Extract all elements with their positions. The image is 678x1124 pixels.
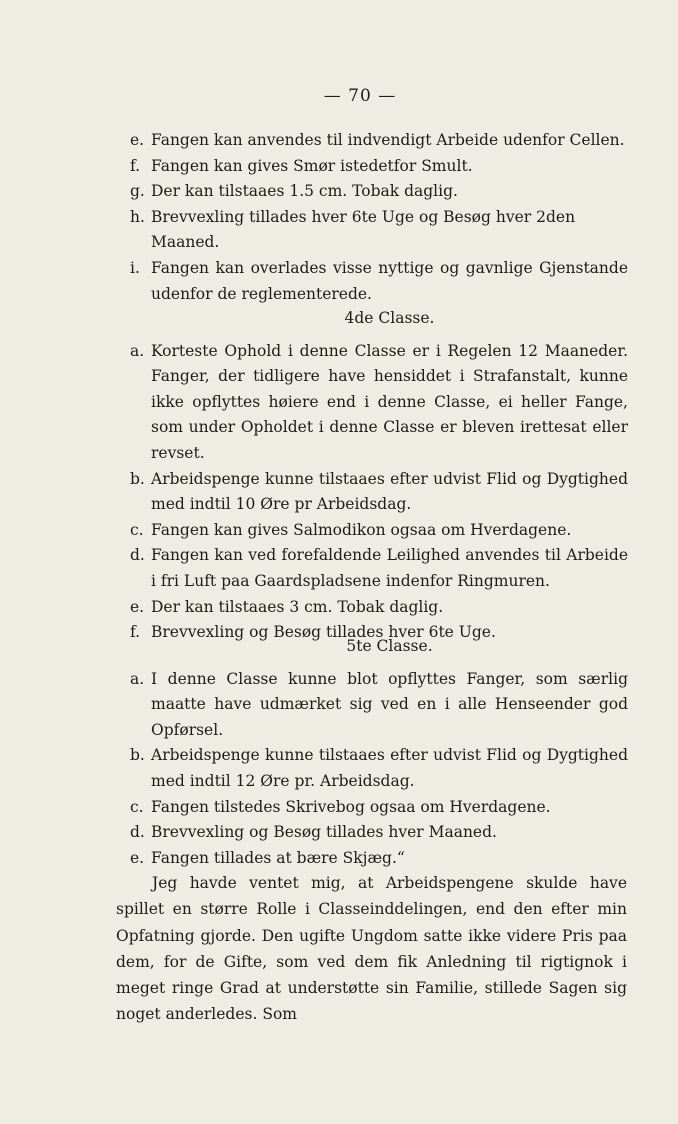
rule-text: Fangen tilstedes Skrivebog ogsaa om Hverdagene. (151, 797, 551, 816)
rule-text: Korteste Ophold i denne Classe er i Regelen 12 Maaneder. Fanger, der tidligere have hensiddet i Strafanstalt, kunne ikke opflyttes høiere end i denne Classe, ei heller Fange, som under Opholdet i denne Classe er bleven irettesat eller revset. (151, 341, 628, 462)
rule-text: Fangen kan anvendes til indvendigt Arbeide udenfor Cellen. (151, 131, 625, 149)
rule-text: Fangen kan ved forefaldende Leilighed anvendes til Arbeide i fri Luft paa Gaardspladsene indenfor Ringmuren. (151, 546, 628, 590)
page-number: — 70 — (323, 86, 397, 106)
rule-item (130, 846, 628, 872)
rule-label: e. (130, 848, 145, 867)
rule-label: e. (130, 597, 145, 616)
rule-text: Brevvexling og Besøg tillades hver 6te Uge. (151, 623, 496, 642)
rule-item (130, 667, 628, 744)
rule-item (130, 467, 628, 518)
rule-item (130, 256, 628, 307)
rule-text: Arbeidspenge kunne tilstaaes efter udvist Flid og Dygtighed med indtil 10 Øre pr Arbeidsdag. (151, 469, 628, 514)
rule-label: h. (130, 207, 145, 226)
rule-text: Fangen kan gives Salmodikon ogsaa om Hverdagene. (151, 520, 572, 539)
rule-label: d. (130, 823, 145, 842)
section-heading: 5te Classe. (346, 637, 433, 655)
section-heading: 4de Classe. (344, 309, 435, 327)
rule-label: d. (130, 546, 145, 565)
rule-label: c. (130, 797, 144, 816)
rule-item (130, 339, 628, 467)
rule-text: Fangen tillades at bære Skjæg.“ (151, 848, 405, 867)
rule-item (130, 205, 628, 256)
section-5te-classe (130, 634, 628, 871)
rule-label: a. (130, 669, 145, 688)
rule-text: Fangen kan overlades visse nyttige og gavnlige Gjenstande udenfor de reglementerede. (151, 258, 628, 303)
rule-text: Der kan tilstaaes 1.5 cm. Tobak daglig. (151, 182, 458, 201)
rule-label: b. (130, 469, 145, 488)
rule-item (130, 820, 628, 846)
rule-label: c. (130, 520, 144, 539)
rule-item (130, 543, 628, 594)
rule-text: Arbeidspenge kunne tilstaaes efter udvist Flid og Dygtighed med indtil 12 Øre pr. Arbeidsdag. (151, 746, 628, 790)
rule-item (130, 179, 628, 205)
section-4de-classe (130, 306, 628, 646)
rule-item (130, 743, 628, 794)
rule-label: a. (130, 341, 145, 360)
rule-text: Fangen kan gives Smør istedetfor Smult. (151, 156, 473, 175)
rule-text: I denne Classe kunne blot opflyttes Fanger, som særlig maatte have udmærket sig ved en i alle Henseender god Opførsel. (151, 669, 628, 739)
rule-item (130, 154, 628, 180)
rule-label: f. (130, 156, 141, 175)
rule-item (130, 518, 628, 544)
rule-label: e. (130, 131, 145, 149)
rule-label: f. (130, 623, 141, 642)
rule-item (130, 595, 628, 621)
rule-text: Brevvexling og Besøg tillades hver Maaned. (151, 823, 497, 842)
rule-label: g. (130, 182, 145, 201)
rule-text: Brevvexling tillades hver 6te Uge og Besøg hver 2den Maaned. (151, 207, 576, 252)
rule-text: Der kan tilstaaes 3 cm. Tobak daglig. (151, 597, 444, 616)
rule-label: i. (130, 258, 140, 277)
rule-item (130, 128, 628, 154)
rule-item (130, 795, 628, 821)
rule-label: b. (130, 746, 145, 765)
rule-list-continued (130, 128, 628, 307)
body-paragraph: Jeg havde ventet mig, at Arbeidspengene skulde have spillet en større Rolle i Classeinddelingen, end den efter min Opfatning gjorde. Den ugifte Ungdom satte ikke videre Pris paa dem, for de Gifte, som ved dem fik Anledning til rigtignok i meget ringe Grad at understøtte sin Familie, stillede Sagen sig noget anderledes. Som (116, 874, 627, 1024)
